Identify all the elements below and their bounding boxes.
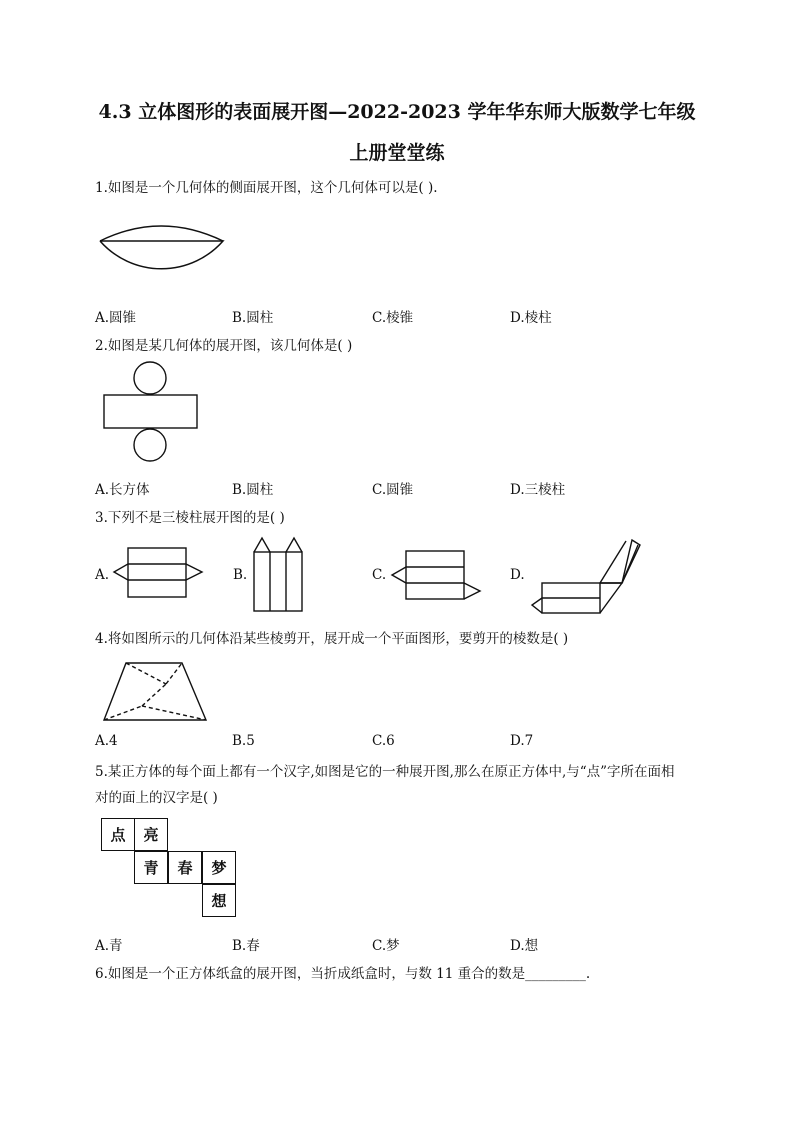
question-2-text: 2.如图是某几何体的展开图，该几何体是( ): [95, 338, 353, 354]
frustum-figure: [102, 660, 212, 725]
q2-option-c[interactable]: C.圆锥: [372, 482, 414, 498]
q1-option-a[interactable]: A.圆锥: [95, 310, 137, 326]
net-cell-dian: 点: [101, 818, 135, 851]
q2-option-b[interactable]: B.圆柱: [232, 482, 274, 498]
q2-option-a[interactable]: A.长方体: [95, 482, 150, 498]
q3-label-a[interactable]: A.: [95, 567, 110, 583]
net-cell-xiang: 想: [202, 884, 236, 917]
q3-figure-a: [110, 545, 210, 600]
q5-option-b[interactable]: B.春: [232, 938, 260, 954]
page-title-line2: 上册堂堂练: [349, 142, 445, 164]
q3-label-d[interactable]: D.: [510, 567, 525, 583]
q4-option-c[interactable]: C.6: [372, 733, 395, 749]
q1-option-d[interactable]: D.棱柱: [510, 310, 552, 326]
question-5-text-line1: 5.某正方体的每个面上都有一个汉字,如图是它的一种展开图,那么在原正方体中,与“点”字所在面相: [95, 764, 675, 780]
net-cell-qing: 青: [134, 851, 168, 884]
q3-label-b[interactable]: B.: [233, 567, 248, 583]
q4-option-a[interactable]: A.4: [95, 733, 118, 749]
question-1-text: 1.如图是一个几何体的侧面展开图，这个几何体可以是( ).: [95, 180, 438, 196]
question-3-text: 3.下列不是三棱柱展开图的是( ): [95, 510, 285, 526]
q5-option-c[interactable]: C.梦: [372, 938, 400, 954]
question-6-text: 6.如图是一个正方体纸盒的展开图，当折成纸盒时，与数 11 重合的数是_________.: [95, 966, 591, 982]
q1-option-c[interactable]: C.棱锥: [372, 310, 414, 326]
net-cell-meng: 梦: [202, 851, 236, 884]
q1-option-b[interactable]: B.圆柱: [232, 310, 274, 326]
q3-figure-d: [528, 537, 643, 617]
q3-figure-b: [252, 537, 307, 615]
net-cell-chun: 春: [168, 851, 202, 884]
question-4-text: 4.将如图所示的几何体沿某些棱剪开，展开成一个平面图形，要剪开的棱数是( ): [95, 631, 569, 647]
cylinder-net-figure: [100, 360, 200, 480]
q5-option-a[interactable]: A.青: [95, 938, 123, 954]
q4-option-d[interactable]: D.7: [510, 733, 534, 749]
q5-option-d[interactable]: D.想: [510, 938, 539, 954]
sector-figure: [96, 215, 231, 290]
q4-option-b[interactable]: B.5: [232, 733, 255, 749]
q3-label-c[interactable]: C.: [372, 567, 387, 583]
q2-option-d[interactable]: D.三棱柱: [510, 482, 566, 498]
q3-figure-c: [388, 548, 488, 603]
page-title-line1: 4.3 立体图形的表面展开图—2022-2023 学年华东师大版数学七年级: [98, 101, 696, 123]
question-5-text-line2: 对的面上的汉字是( ): [95, 790, 218, 806]
net-cell-liang: 亮: [134, 818, 168, 851]
